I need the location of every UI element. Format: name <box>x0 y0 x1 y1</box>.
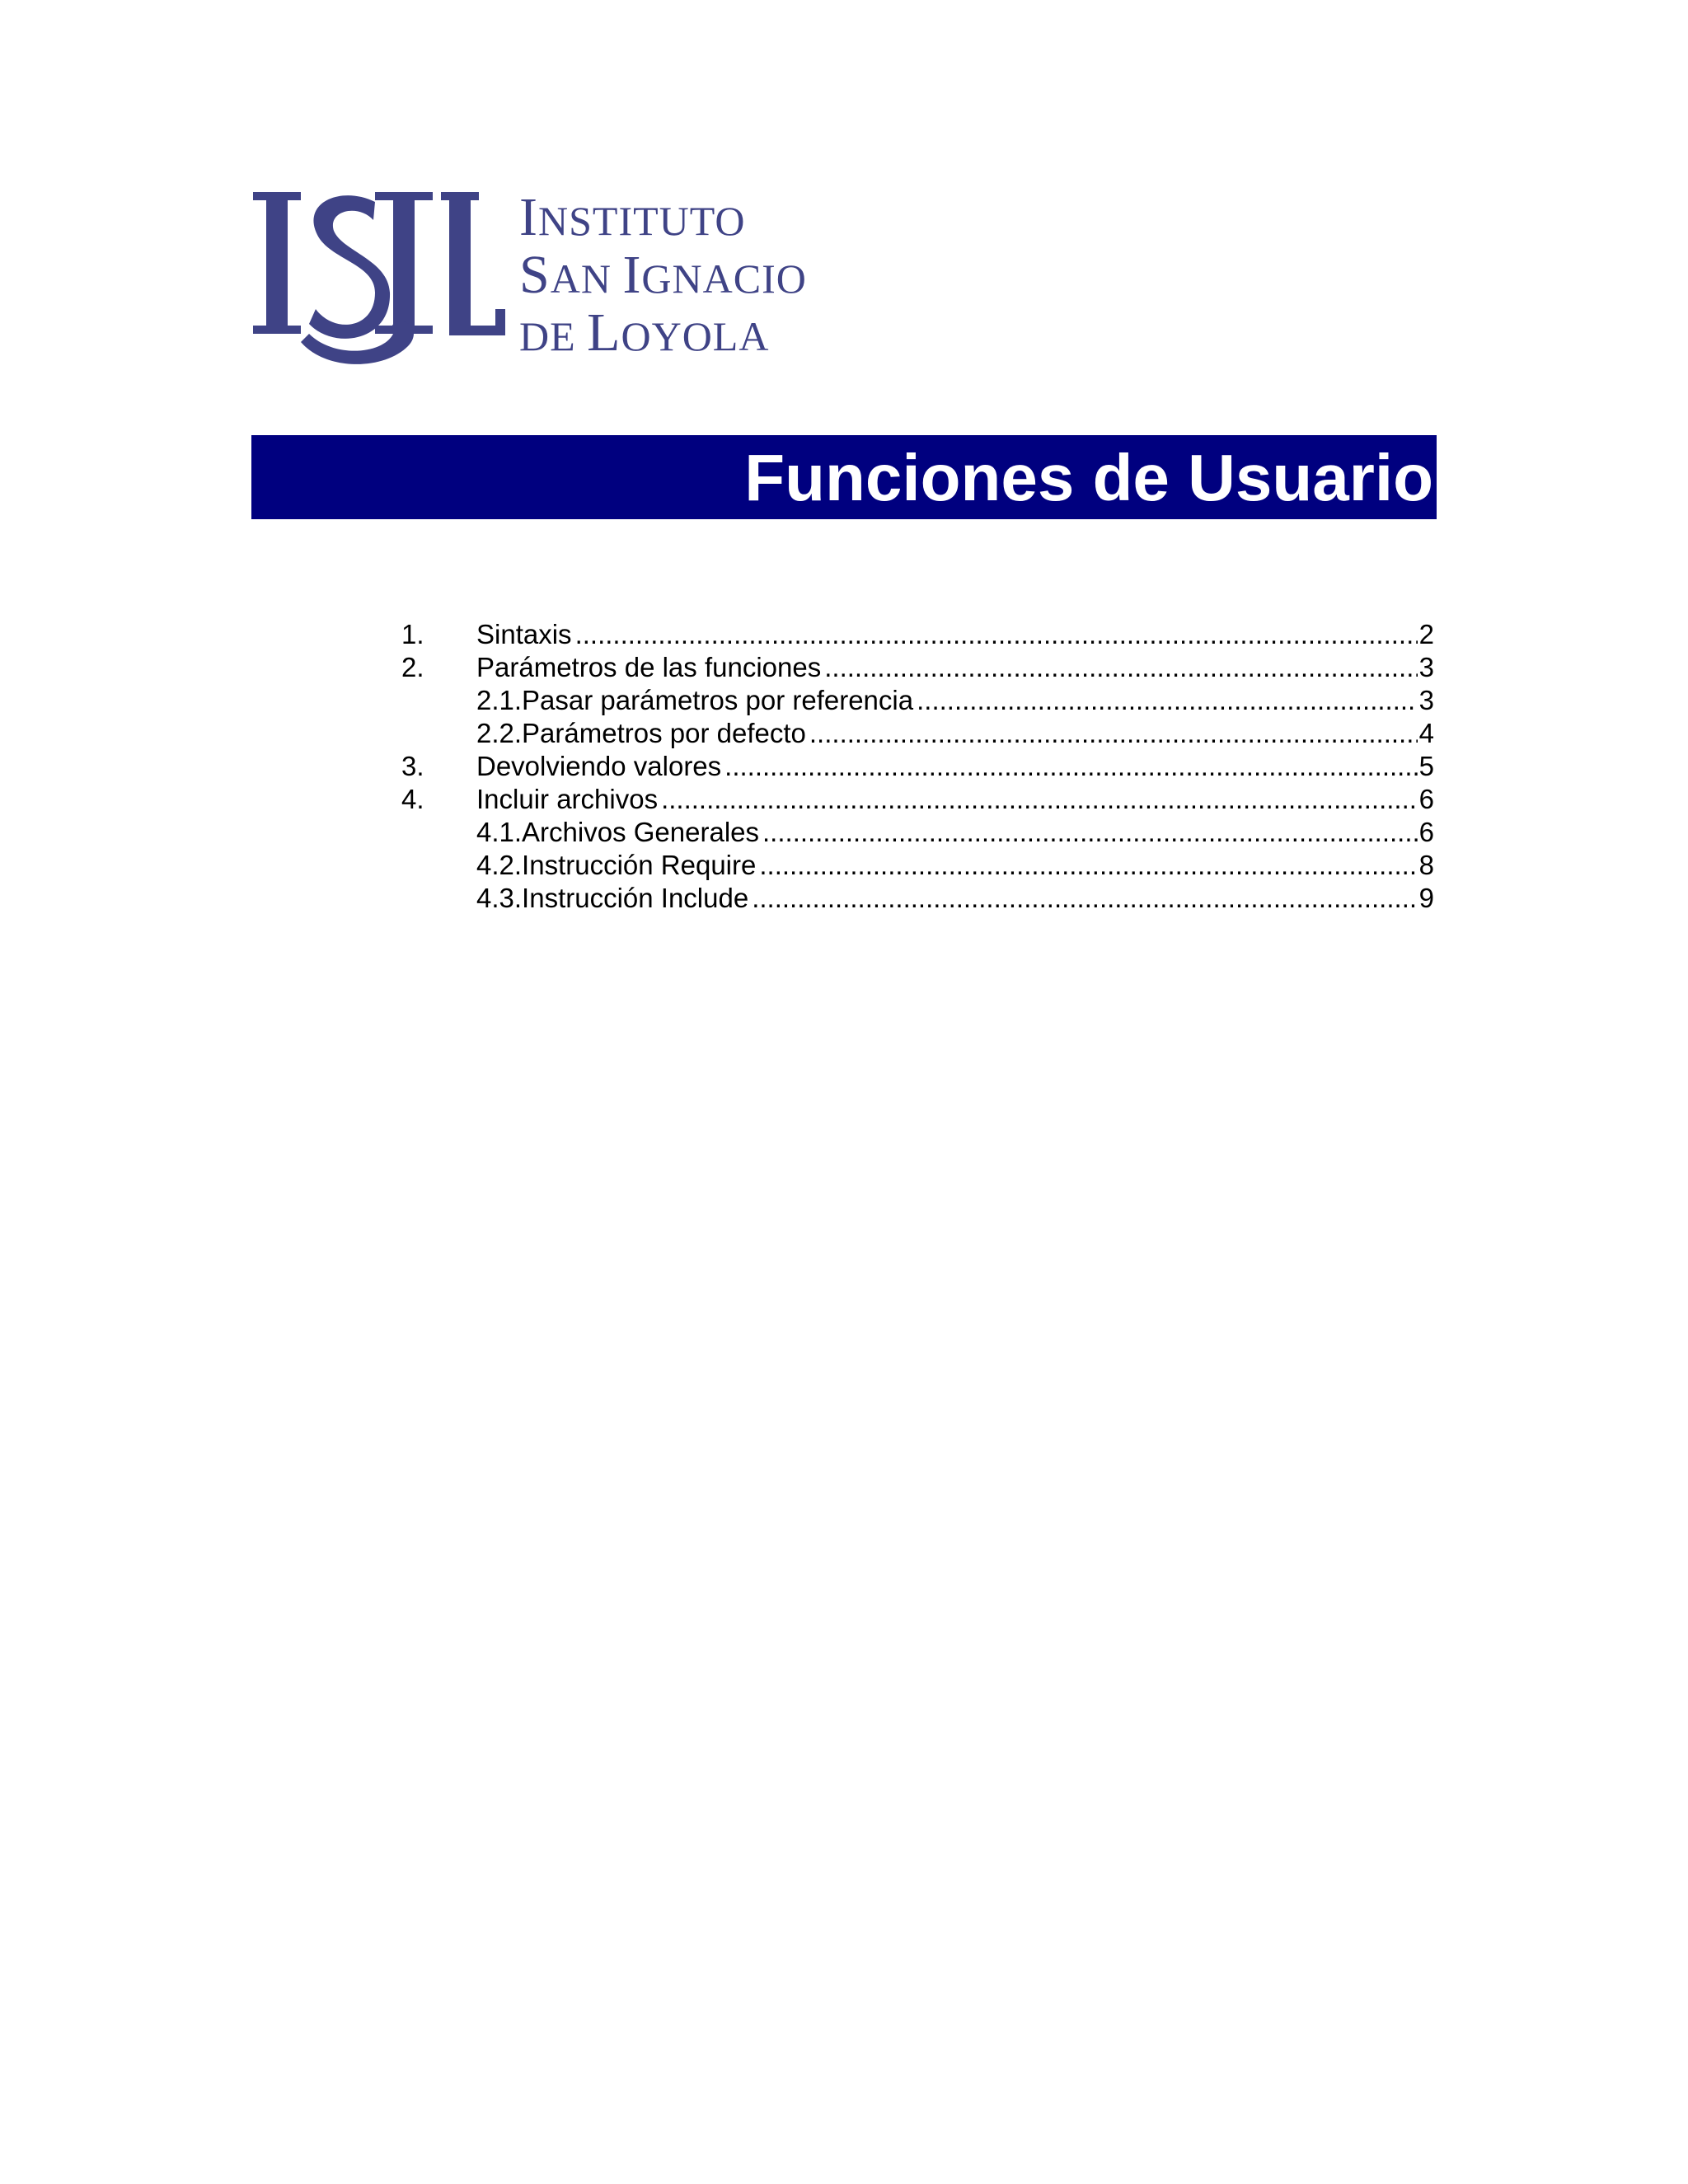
toc-dot-leader <box>575 618 1418 651</box>
toc-entry-title: Pasar parámetros por referencia <box>522 685 914 715</box>
toc-entry-number: 4. <box>401 784 424 814</box>
logo-wordmark <box>519 187 807 363</box>
toc-entry-body <box>476 849 1434 882</box>
toc-entry[interactable] <box>401 651 1434 684</box>
toc-entry-body <box>476 717 1434 750</box>
toc-dot-leader <box>661 783 1418 816</box>
toc-dot-leader <box>759 849 1417 882</box>
isil-logo <box>251 185 878 367</box>
logo-line-2: SAN IGNACIO <box>519 245 807 305</box>
toc-entry[interactable] <box>401 717 1434 750</box>
toc-entry-body <box>476 816 1434 849</box>
toc-dot-leader <box>724 750 1417 783</box>
toc-entry[interactable] <box>401 783 1434 816</box>
toc-entry-page: 4 <box>1418 718 1434 748</box>
toc-entry-subnumber: 2.1. <box>476 685 523 715</box>
toc-dot-leader <box>824 651 1417 684</box>
toc-entry-page: 2 <box>1418 619 1434 649</box>
toc-entry-title: Archivos Generales <box>522 817 760 847</box>
toc-entry-page: 9 <box>1418 883 1434 913</box>
toc-dot-leader <box>762 816 1418 849</box>
toc-entry[interactable] <box>401 750 1434 783</box>
toc-entry-page: 3 <box>1418 652 1434 682</box>
toc-entry-body <box>476 783 1434 816</box>
toc-entry-subnumber: 4.3. <box>476 883 523 913</box>
toc-dot-leader <box>917 684 1418 717</box>
toc-entry-body <box>476 684 1434 717</box>
toc-entry[interactable] <box>401 882 1434 915</box>
table-of-contents <box>401 618 1434 915</box>
toc-entry-number: 3. <box>401 751 424 781</box>
toc-entry-body <box>476 882 1434 915</box>
toc-entry-title: Parámetros por defecto <box>522 718 806 748</box>
toc-entry-subnumber: 4.1. <box>476 817 523 847</box>
toc-entry-title: Instrucción Include <box>522 883 749 913</box>
toc-entry-subnumber: 4.2. <box>476 850 523 880</box>
toc-entry-page: 6 <box>1418 784 1434 814</box>
toc-entry-number: 1. <box>401 619 424 649</box>
toc-entry-title: Devolviendo valores <box>476 751 722 781</box>
toc-entry-page: 8 <box>1418 850 1434 880</box>
toc-entry-title: Parámetros de las funciones <box>476 652 822 682</box>
logo-line-3: DE LOYOLA <box>519 302 770 363</box>
toc-entry[interactable] <box>401 684 1434 717</box>
document-title: Funciones de Usuario <box>744 441 1433 514</box>
toc-dot-leader <box>752 882 1417 915</box>
isil-monogram-icon <box>251 185 507 367</box>
toc-entry[interactable] <box>401 618 1434 651</box>
toc-entry-body <box>476 750 1434 783</box>
toc-entry[interactable] <box>401 849 1434 882</box>
toc-entry-number: 2. <box>401 652 424 682</box>
toc-entry-page: 6 <box>1418 817 1434 847</box>
toc-entry-title: Sintaxis <box>476 619 572 649</box>
toc-entry-body <box>476 651 1434 684</box>
toc-entry-title: Instrucción Require <box>522 850 757 880</box>
title-band <box>251 435 1437 519</box>
toc-entry-title: Incluir archivos <box>476 784 659 814</box>
toc-entry-page: 5 <box>1418 751 1434 781</box>
toc-entry-subnumber: 2.2. <box>476 718 523 748</box>
toc-entry-body <box>476 618 1434 651</box>
toc-dot-leader <box>809 717 1418 750</box>
logo-line-1: INSTITUTO <box>519 187 746 247</box>
toc-entry-page: 3 <box>1418 685 1434 715</box>
toc-entry[interactable] <box>401 816 1434 849</box>
